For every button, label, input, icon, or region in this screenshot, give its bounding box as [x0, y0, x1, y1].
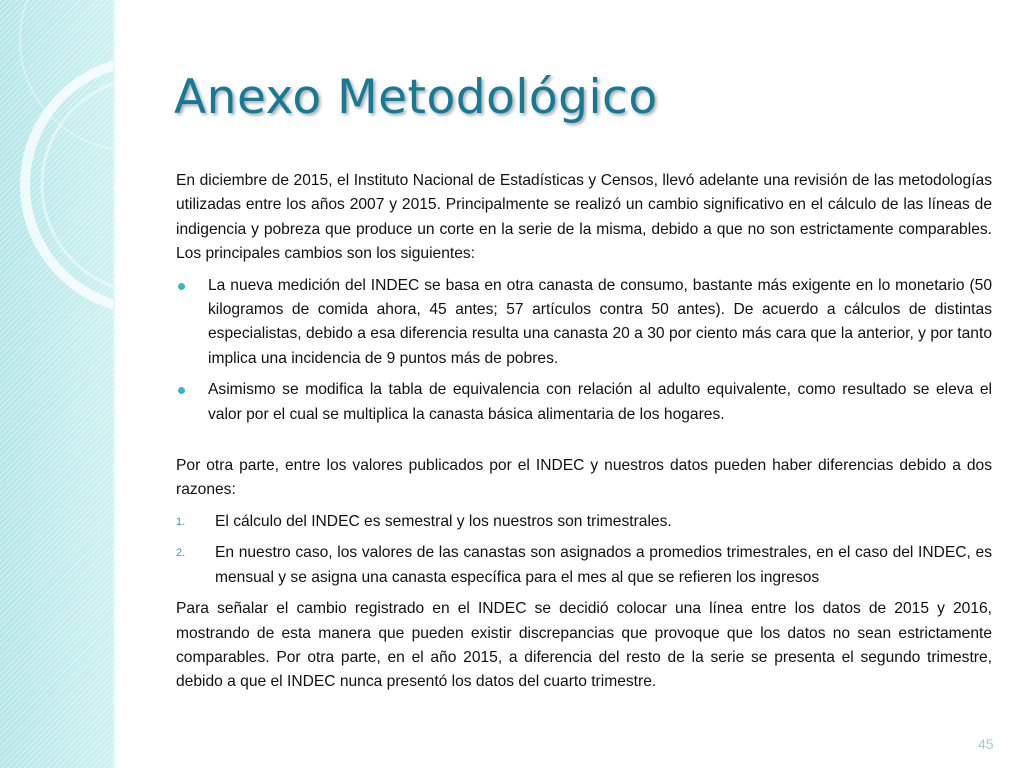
sidebar-divider: [113, 0, 115, 768]
decorative-circles-graphic: [0, 0, 113, 768]
bullet-icon: [178, 387, 185, 394]
bullet-item: [176, 378, 992, 427]
intro-paragraph: En diciembre de 2015, el Instituto Nacional de Estadísticas y Censos, llevó adelante una revisión de las metodologías utilizadas entre los años 2007 y 2015. Principalmente se realizó un cambio significativo en el cálculo de las líneas de indigencia y pobreza que produce un corte en la serie de la misma, debido a que no son estrictamente comparables. Los principales cambios son los siguientes:: [176, 172, 992, 263]
bullet-text: La nueva medición del INDEC se basa en otra canasta de consumo, bastante más exigente en lo monetario (50 kilogramos de comida ahora, 45 antes; 57 artículos contra 50 antes). De acuerdo a cálculos de distintas especialistas, debido a esa diferencia resulta una canasta 20 a 30 por ciento más cara que la anterior, y por tanto implica una incidencia de 9 puntos más de pobres.: [208, 276, 992, 367]
number-marker: 2.: [176, 547, 186, 560]
bullet-icon: [178, 283, 185, 290]
reasons-numbered-list: [176, 510, 992, 590]
slide-body: [176, 169, 992, 695]
slide-title: Anexo Metodológico: [174, 70, 658, 125]
numbered-text: En nuestro caso, los valores de las canastas son asignados a promedios trimestrales, en el caso del INDEC, es mensual y se asigna una canasta específica para el mes al que se refieren los ingresos: [215, 544, 992, 586]
bullet-item: [176, 274, 992, 372]
numbered-item: [176, 541, 992, 590]
differences-paragraph: Por otra parte, entre los valores publicados por el INDEC y nuestros datos pueden haber diferencias debido a dos razones:: [176, 457, 992, 499]
bullet-text: Asimismo se modifica la tabla de equivalencia con relación al adulto equivalente, como resultado se eleva el valor por el cual se multiplica la canasta básica alimentaria de los hogares.: [208, 381, 992, 423]
changes-bullet-list: [176, 274, 992, 427]
numbered-text: El cálculo del INDEC es semestral y los nuestros son trimestrales.: [215, 512, 672, 530]
number-marker: 1.: [176, 515, 186, 528]
decorative-sidebar: [0, 0, 113, 768]
numbered-item: [176, 510, 992, 534]
page-number: 45: [978, 736, 994, 752]
closing-paragraph: Para señalar el cambio registrado en el INDEC se decidió colocar una línea entre los datos de 2015 y 2016, mostrando de esta manera que pueden existir discrepancias que provoque que los datos no sean estrictamente comparables. Por otra parte, en el año 2015, a diferencia del resto de la serie se presenta el segundo trimestre, debido a que el INDEC nunca presentó los datos del cuarto trimestre.: [176, 600, 992, 691]
